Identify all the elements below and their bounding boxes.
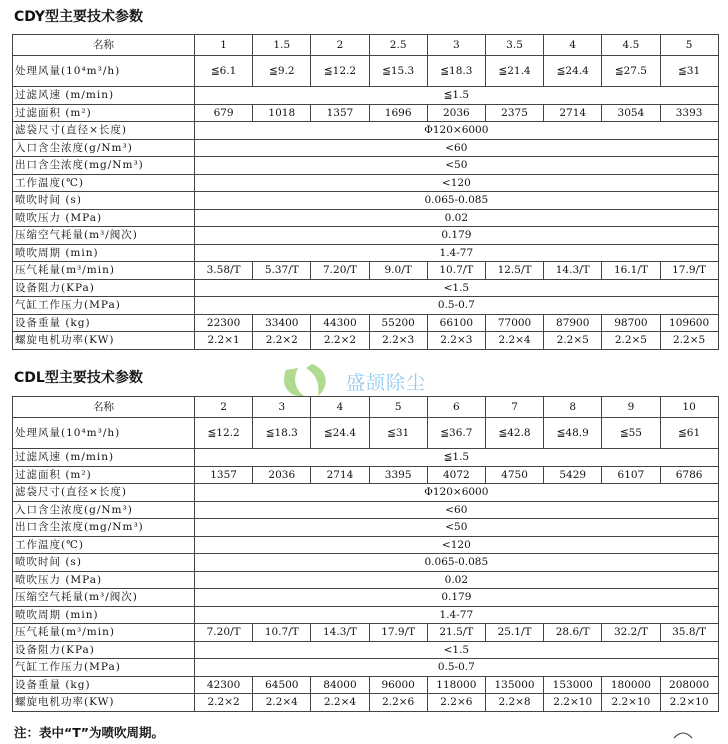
table-row [13, 262, 719, 280]
table-row [13, 87, 719, 105]
table-row [13, 449, 719, 467]
row-label: 过滤风速 (m/min) [13, 87, 195, 105]
value-cell: 3395 [369, 466, 427, 484]
merged-value: <1.5 [195, 641, 719, 659]
model-header: 2.5 [369, 35, 427, 56]
merged-value: 0.5-0.7 [195, 659, 719, 677]
value-cell: 2.2×5 [544, 332, 602, 350]
value-cell: 2.2×10 [660, 694, 718, 712]
cdy-title: CDY型主要技术参数 [14, 9, 144, 25]
merged-value: 0.179 [195, 227, 719, 245]
merged-value: 0.02 [195, 571, 719, 589]
table-row [13, 104, 719, 122]
corner-mark [672, 728, 694, 740]
value-cell: ≦12.2 [195, 418, 253, 449]
table-row [13, 641, 719, 659]
value-cell: 9.0/T [369, 262, 427, 280]
value-cell: ≦61 [660, 418, 718, 449]
value-cell: 10.7/T [427, 262, 485, 280]
table-row [13, 418, 719, 449]
value-cell: 2714 [544, 104, 602, 122]
value-cell: ≦6.1 [195, 56, 253, 87]
row-label: 压缩空气耗量(m³/阀次) [13, 227, 195, 245]
row-label: 喷吹压力 (MPa) [13, 571, 195, 589]
row-label: 压气耗量(m³/min) [13, 262, 195, 280]
value-cell: 21.5/T [427, 624, 485, 642]
value-cell: 1357 [311, 104, 369, 122]
row-label: 工作温度(℃) [13, 174, 195, 192]
value-cell: 14.3/T [544, 262, 602, 280]
row-label: 出口含尘浓度(mg/Nm³) [13, 519, 195, 537]
value-cell: 7.20/T [311, 262, 369, 280]
table-row [13, 554, 719, 572]
value-cell: 7.20/T [195, 624, 253, 642]
row-label: 喷吹时间 (s) [13, 554, 195, 572]
table-row [13, 139, 719, 157]
cdl-spec-table [12, 396, 719, 712]
table-row [13, 279, 719, 297]
value-cell: 679 [195, 104, 253, 122]
value-cell: 77000 [485, 314, 543, 332]
table-row [13, 501, 719, 519]
value-cell: 153000 [544, 676, 602, 694]
value-cell: 2.2×4 [485, 332, 543, 350]
model-header: 4 [311, 397, 369, 418]
row-label: 气缸工作压力(MPa) [13, 659, 195, 677]
model-header: 3.5 [485, 35, 543, 56]
value-cell: 109600 [660, 314, 718, 332]
footnote: 注：表中“T”为喷吹周期。 [14, 725, 164, 740]
value-cell: 2.2×10 [544, 694, 602, 712]
merged-value: <120 [195, 536, 719, 554]
header-row [13, 397, 719, 418]
value-cell: 55200 [369, 314, 427, 332]
table-row [13, 174, 719, 192]
value-cell: 3.58/T [195, 262, 253, 280]
row-label: 设备阻力(KPa) [13, 279, 195, 297]
value-cell: 2.2×8 [485, 694, 543, 712]
row-label: 设备重量 (kg) [13, 676, 195, 694]
merged-value: <50 [195, 157, 719, 175]
value-cell: 2.2×10 [602, 694, 660, 712]
value-cell: 66100 [427, 314, 485, 332]
table-row [13, 659, 719, 677]
value-cell: ≦12.2 [311, 56, 369, 87]
value-cell: ≦15.3 [369, 56, 427, 87]
value-cell: ≦48.9 [544, 418, 602, 449]
model-header: 3 [253, 397, 311, 418]
value-cell: ≦31 [660, 56, 718, 87]
table-row [13, 157, 719, 175]
table-row [13, 314, 719, 332]
value-cell: 2.2×2 [195, 694, 253, 712]
value-cell: 1696 [369, 104, 427, 122]
table-row [13, 332, 719, 350]
value-cell: 14.3/T [311, 624, 369, 642]
row-label: 滤袋尺寸(直径×长度) [13, 484, 195, 502]
merged-value: 0.065-0.085 [195, 554, 719, 572]
value-cell: 5.37/T [253, 262, 311, 280]
row-label: 过滤面积 (m²) [13, 466, 195, 484]
merged-value: ≦1.5 [195, 449, 719, 467]
row-label: 设备重量 (kg) [13, 314, 195, 332]
merged-value: Φ120×6000 [195, 484, 719, 502]
merged-value: 0.065-0.085 [195, 192, 719, 210]
row-label: 过滤风速 (m/min) [13, 449, 195, 467]
table-row [13, 624, 719, 642]
value-cell: ≦18.3 [427, 56, 485, 87]
header-label: 名称 [13, 397, 195, 418]
value-cell: 35.8/T [660, 624, 718, 642]
value-cell: ≦42.8 [485, 418, 543, 449]
row-label: 滤袋尺寸(直径×长度) [13, 122, 195, 140]
merged-value: <60 [195, 139, 719, 157]
merged-value: ≦1.5 [195, 87, 719, 105]
row-label: 工作温度(℃) [13, 536, 195, 554]
table-row [13, 192, 719, 210]
merged-value: <50 [195, 519, 719, 537]
row-label: 螺旋电机功率(KW) [13, 694, 195, 712]
table-row [13, 297, 719, 315]
table-row [13, 571, 719, 589]
table-row [13, 209, 719, 227]
table-row [13, 244, 719, 262]
row-label: 入口含尘浓度(g/Nm³) [13, 139, 195, 157]
merged-value: Φ120×6000 [195, 122, 719, 140]
value-cell: ≦36.7 [427, 418, 485, 449]
table-row [13, 484, 719, 502]
value-cell: 96000 [369, 676, 427, 694]
value-cell: 6786 [660, 466, 718, 484]
model-header: 5 [660, 35, 718, 56]
value-cell: ≦24.4 [311, 418, 369, 449]
merged-value: <60 [195, 501, 719, 519]
model-header: 8 [544, 397, 602, 418]
value-cell: ≦9.2 [253, 56, 311, 87]
row-label: 喷吹压力 (MPa) [13, 209, 195, 227]
row-label: 设备阻力(KPa) [13, 641, 195, 659]
value-cell: 2.2×4 [253, 694, 311, 712]
value-cell: 25.1/T [485, 624, 543, 642]
row-label: 入口含尘浓度(g/Nm³) [13, 501, 195, 519]
table-row [13, 694, 719, 712]
model-header: 10 [660, 397, 718, 418]
value-cell: 1018 [253, 104, 311, 122]
cdy-spec-table [12, 34, 719, 350]
value-cell: 6107 [602, 466, 660, 484]
value-cell: 4750 [485, 466, 543, 484]
row-label: 喷吹周期 (min) [13, 606, 195, 624]
row-label: 压气耗量(m³/min) [13, 624, 195, 642]
value-cell: 17.9/T [369, 624, 427, 642]
value-cell: 87900 [544, 314, 602, 332]
value-cell: 2.2×1 [195, 332, 253, 350]
header-row [13, 35, 719, 56]
value-cell: 2.2×3 [427, 332, 485, 350]
table-row [13, 589, 719, 607]
row-label: 压缩空气耗量(m³/阀次) [13, 589, 195, 607]
row-label: 出口含尘浓度(mg/Nm³) [13, 157, 195, 175]
model-header: 1.5 [253, 35, 311, 56]
value-cell: 3054 [602, 104, 660, 122]
model-header: 9 [602, 397, 660, 418]
merged-value: <1.5 [195, 279, 719, 297]
value-cell: 4072 [427, 466, 485, 484]
value-cell: 28.6/T [544, 624, 602, 642]
value-cell: 2.2×4 [311, 694, 369, 712]
value-cell: 208000 [660, 676, 718, 694]
table-row [13, 519, 719, 537]
value-cell: 2.2×3 [369, 332, 427, 350]
table-row [13, 227, 719, 245]
table-row [13, 122, 719, 140]
value-cell: 42300 [195, 676, 253, 694]
value-cell: 5429 [544, 466, 602, 484]
table-row [13, 676, 719, 694]
value-cell: 33400 [253, 314, 311, 332]
value-cell: 2.2×2 [311, 332, 369, 350]
table-row [13, 56, 719, 87]
row-label: 喷吹周期 (min) [13, 244, 195, 262]
merged-value: 0.5-0.7 [195, 297, 719, 315]
value-cell: ≦24.4 [544, 56, 602, 87]
row-label: 过滤面积 (m²) [13, 104, 195, 122]
value-cell: 3393 [660, 104, 718, 122]
value-cell: 17.9/T [660, 262, 718, 280]
model-header: 4.5 [602, 35, 660, 56]
table-row [13, 466, 719, 484]
model-header: 6 [427, 397, 485, 418]
value-cell: ≦21.4 [485, 56, 543, 87]
row-label: 处理风量(10⁴m³/h) [13, 56, 195, 87]
model-header: 7 [485, 397, 543, 418]
row-label: 气缸工作压力(MPa) [13, 297, 195, 315]
value-cell: 44300 [311, 314, 369, 332]
merged-value: <120 [195, 174, 719, 192]
merged-value: 1.4-77 [195, 244, 719, 262]
row-label: 螺旋电机功率(KW) [13, 332, 195, 350]
model-header: 1 [195, 35, 253, 56]
value-cell: 2.2×6 [369, 694, 427, 712]
value-cell: 2.2×5 [602, 332, 660, 350]
value-cell: 2036 [427, 104, 485, 122]
merged-value: 0.02 [195, 209, 719, 227]
value-cell: 98700 [602, 314, 660, 332]
model-header: 2 [195, 397, 253, 418]
value-cell: 10.7/T [253, 624, 311, 642]
value-cell: ≦27.5 [602, 56, 660, 87]
value-cell: 2.2×6 [427, 694, 485, 712]
watermark-text: 盛颉除尘 [346, 372, 427, 394]
model-header: 3 [427, 35, 485, 56]
merged-value: 1.4-77 [195, 606, 719, 624]
value-cell: 2036 [253, 466, 311, 484]
model-header: 4 [544, 35, 602, 56]
table-row [13, 606, 719, 624]
value-cell: 2.2×2 [253, 332, 311, 350]
value-cell: 64500 [253, 676, 311, 694]
value-cell: 2.2×5 [660, 332, 718, 350]
merged-value: 0.179 [195, 589, 719, 607]
value-cell: 84000 [311, 676, 369, 694]
row-label: 喷吹时间 (s) [13, 192, 195, 210]
row-label: 处理风量(10⁴m³/h) [13, 418, 195, 449]
value-cell: 2375 [485, 104, 543, 122]
value-cell: ≦55 [602, 418, 660, 449]
table-row [13, 536, 719, 554]
value-cell: 2714 [311, 466, 369, 484]
value-cell: 22300 [195, 314, 253, 332]
value-cell: 180000 [602, 676, 660, 694]
value-cell: 12.5/T [485, 262, 543, 280]
header-label: 名称 [13, 35, 195, 56]
model-header: 5 [369, 397, 427, 418]
value-cell: 32.2/T [602, 624, 660, 642]
value-cell: 118000 [427, 676, 485, 694]
cdl-title: CDL型主要技术参数 [14, 370, 143, 386]
model-header: 2 [311, 35, 369, 56]
value-cell: 16.1/T [602, 262, 660, 280]
value-cell: ≦31 [369, 418, 427, 449]
value-cell: ≦18.3 [253, 418, 311, 449]
value-cell: 1357 [195, 466, 253, 484]
value-cell: 135000 [485, 676, 543, 694]
